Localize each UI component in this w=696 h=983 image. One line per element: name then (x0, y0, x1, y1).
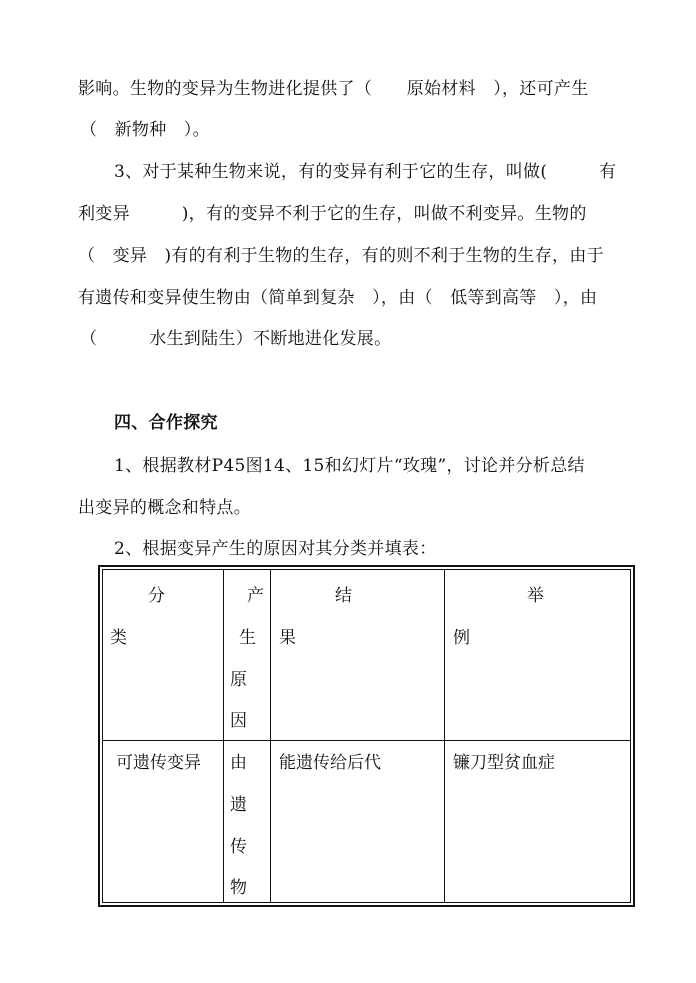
row1-cause-char-4: 物 (230, 878, 247, 898)
table-inner-border (102, 569, 631, 903)
header-result-char-1: 结 (335, 586, 352, 606)
item2-text: 2、根据变异产生的原因对其分类并填表： (114, 539, 437, 559)
header-cause-char-1: 产 (247, 586, 264, 606)
header-example-char-2: 例 (453, 628, 470, 648)
row1-result: 能遗传给后代 (279, 753, 381, 773)
paragraph-line-2: （ 新物种 ）。 (80, 120, 210, 140)
paragraph-line-4: 利变异 )，有的变异不利于它的生存，叫做不利变异。生物的 (78, 204, 587, 224)
table-row-divider (103, 740, 630, 741)
row1-example: 镰刀型贫血症 (453, 753, 555, 773)
item1-line-2: 出变异的概念和特点。 (78, 498, 251, 518)
row1-category: 可遗传变异 (116, 753, 201, 773)
paragraph-line-5: （ 变异 )有的有利于生物的生存，有的则不利于生物的生存，由于 (78, 246, 604, 266)
table-col-divider-3 (444, 570, 445, 902)
header-category-char-1: 分 (148, 586, 165, 606)
row1-cause-char-1: 由 (230, 753, 247, 773)
header-cause-char-2: 生 (239, 628, 256, 648)
paragraph-line-7: （ 水生到陆生）不断地进化发展。 (80, 329, 392, 349)
paragraph-line-1: 影响。生物的变异为生物进化提供了（ 原始材料 ），还可产生 (78, 79, 589, 99)
row1-cause-char-2: 遗 (230, 795, 247, 815)
table-col-divider-2 (270, 570, 271, 902)
header-cause-char-4: 因 (230, 711, 247, 731)
section-heading: 四、合作探究 (114, 413, 218, 433)
header-result-char-2: 果 (279, 628, 296, 648)
table-col-divider-1 (223, 570, 224, 902)
header-example-char-1: 举 (527, 586, 544, 606)
paragraph-line-6: 有遗传和变异使生物由（简单到复杂 ），由（ 低等到高等 ），由 (78, 288, 598, 308)
item1-line-1: 1、根据教材P45图14、15和幻灯片“玫瑰”，讨论并分析总结 (114, 456, 585, 476)
header-category-char-2: 类 (110, 628, 127, 648)
classification-table (98, 565, 635, 907)
header-cause-char-3: 原 (230, 670, 247, 690)
paragraph-line-3: 3、对于某种生物来说，有的变异有利于它的生存，叫做( 有 (114, 162, 617, 182)
row1-cause-char-3: 传 (230, 837, 247, 857)
